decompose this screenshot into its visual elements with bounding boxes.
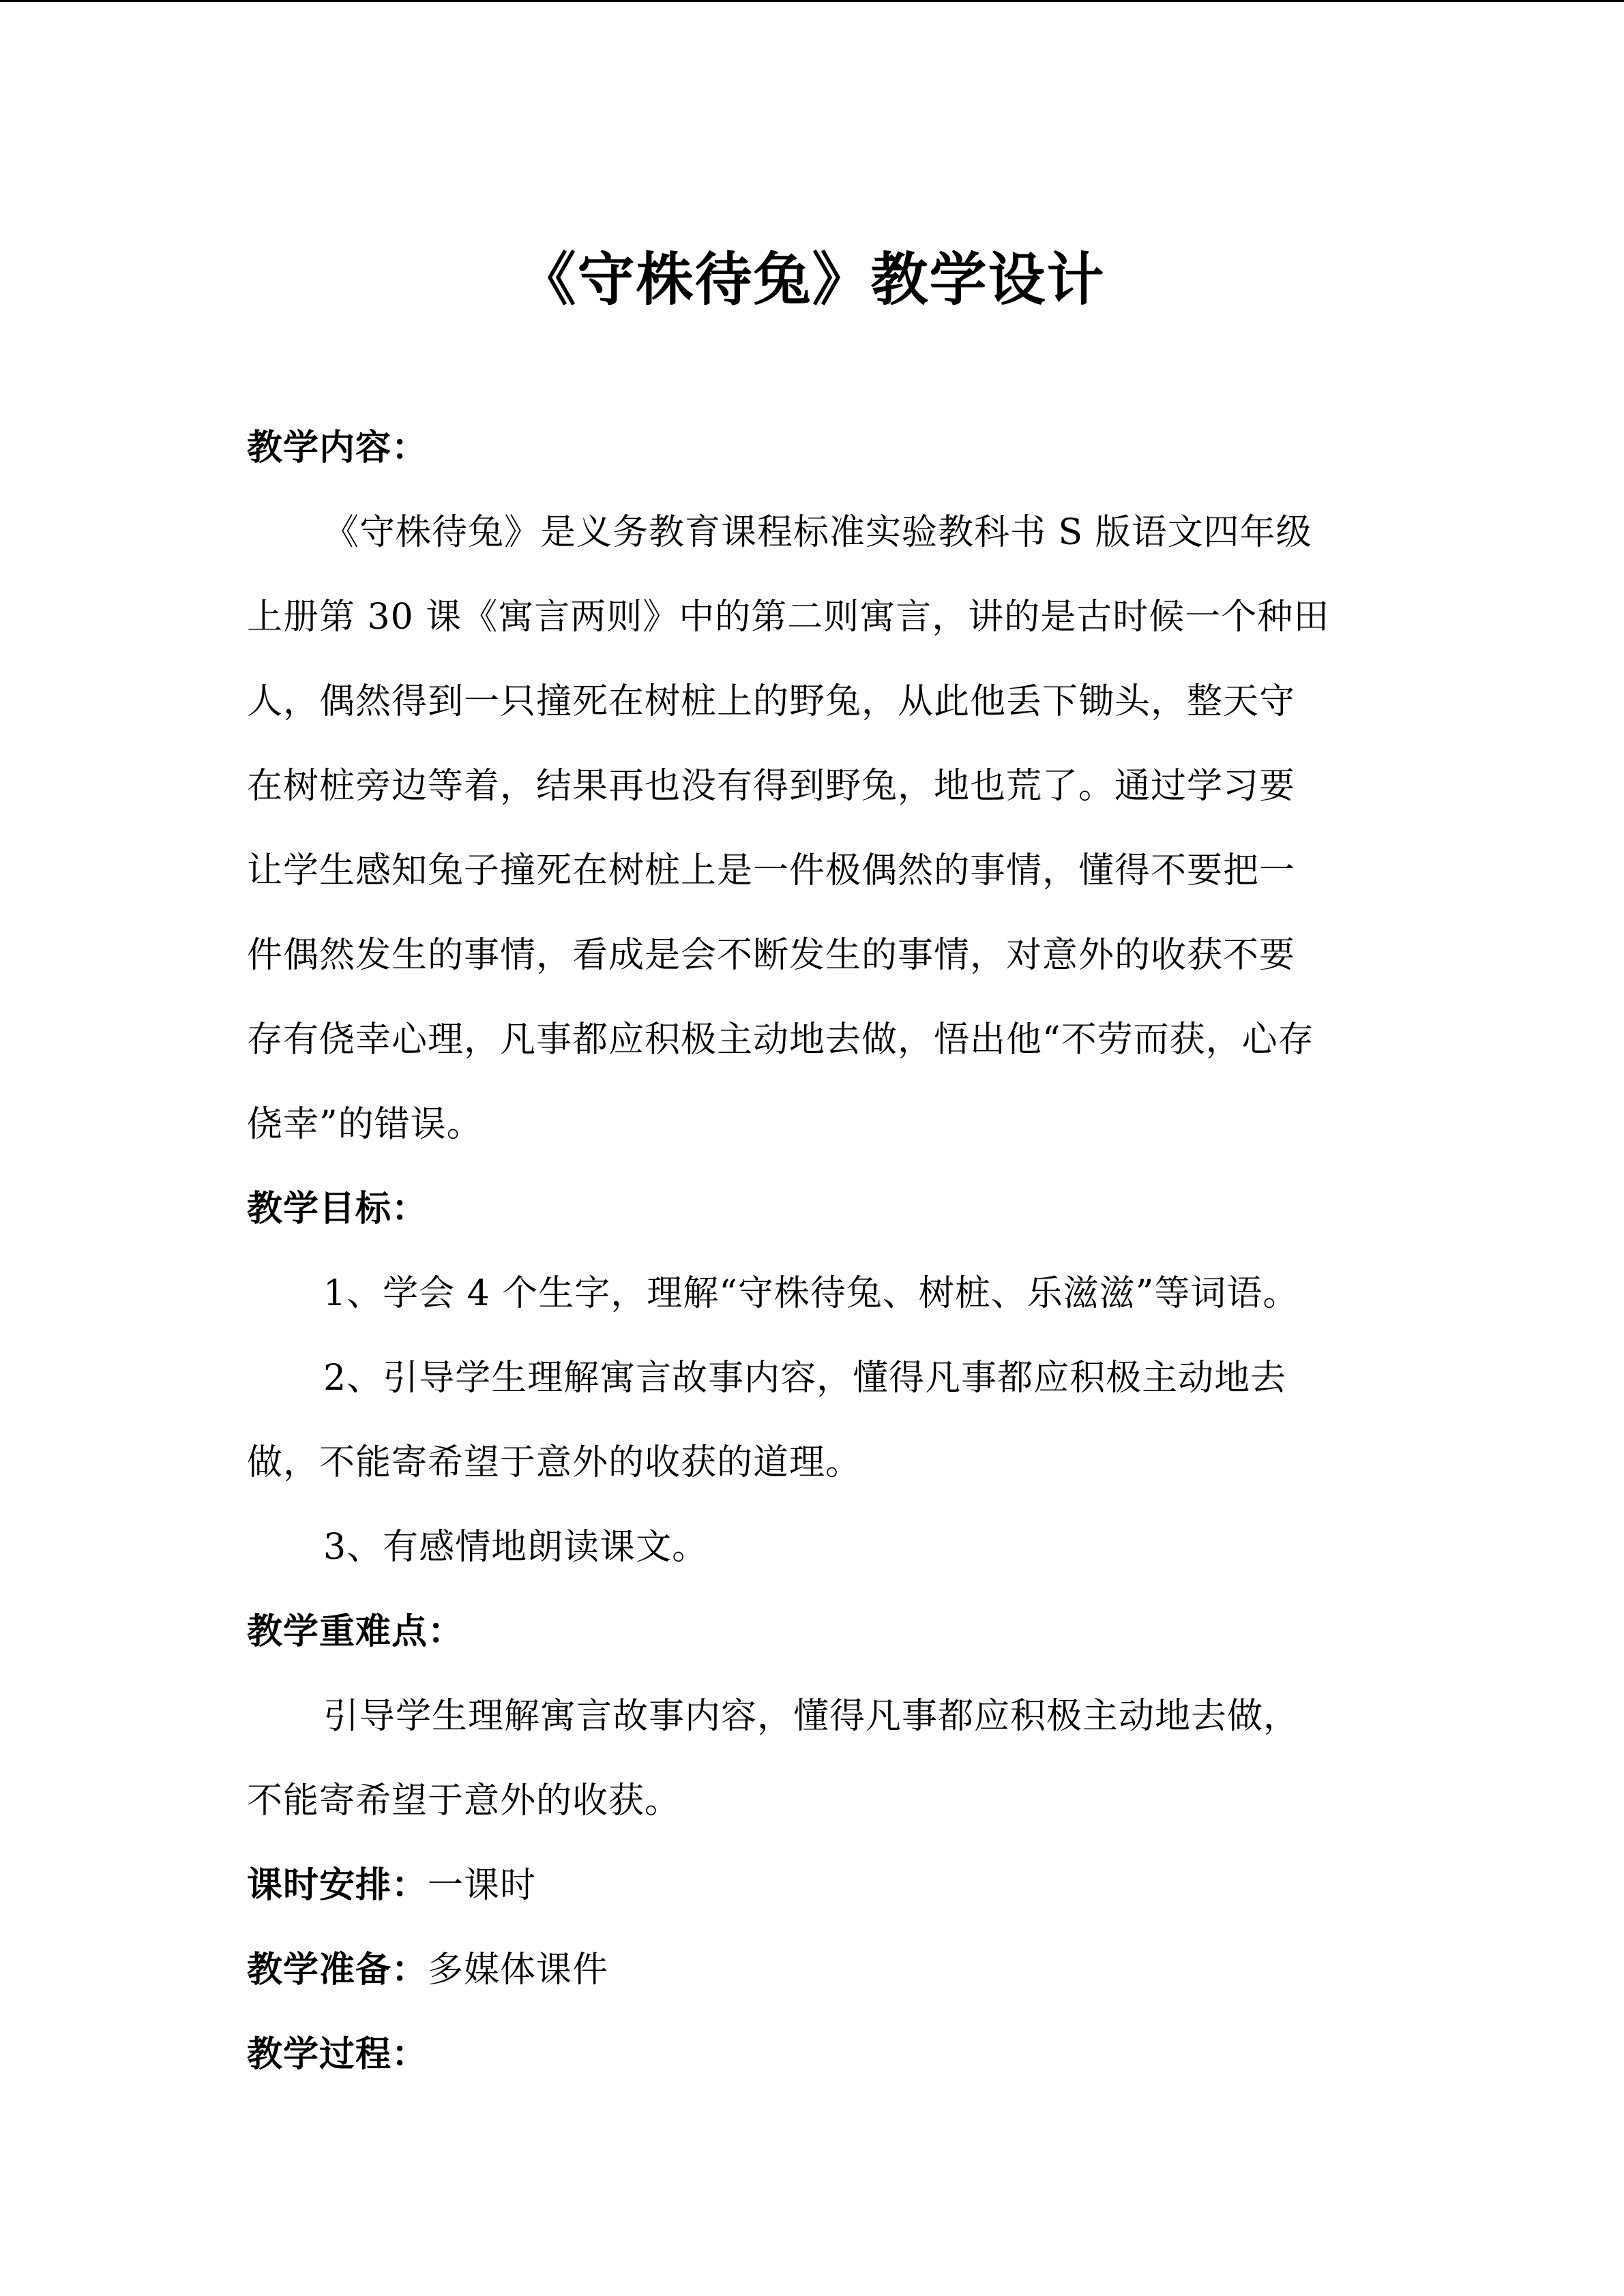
- preparation-label: 教学准备：: [247, 1949, 428, 1991]
- content-heading: 教学内容：: [247, 427, 428, 468]
- content-paragraph-line: 《守株待兔》是义务教育课程标准实验教科书 S 版语文四年级: [323, 512, 1312, 553]
- schedule-label: 课时安排：: [247, 1864, 428, 1906]
- goal-item-2-line-2: 做，不能寄希望于意外的收获的道理。: [247, 1442, 862, 1483]
- goal-item-2-line-1: 2、引导学生理解寓言故事内容，懂得凡事都应积极主动地去: [323, 1358, 1287, 1399]
- content-paragraph-line: 在树桩旁边等着，结果再也没有得到野兔，地也荒了。通过学习要: [247, 766, 1296, 807]
- schedule-value: 一课时: [428, 1865, 537, 1906]
- process-heading: 教学过程：: [247, 2033, 428, 2075]
- key-points-heading: 教学重难点：: [247, 1611, 464, 1652]
- document-body: [247, 406, 1379, 2097]
- content-paragraph-line: 存有侥幸心理，凡事都应积极主动地去做，悟出他“不劳而获，心存: [247, 1019, 1314, 1060]
- key-points-line-1: 引导学生理解寓言故事内容，懂得凡事都应积极主动地去做，: [323, 1696, 1300, 1737]
- goal-item-1: 1、学会 4 个生字，理解“守株待兔、树桩、乐滋滋”等词语。: [323, 1273, 1299, 1314]
- content-paragraph-line: 上册第 30 课《寓言两则》中的第二则寓言，讲的是古时候一个种田: [247, 597, 1330, 638]
- top-border-line: [0, 0, 1624, 2]
- preparation-row: [247, 1928, 1379, 2012]
- schedule-row: [247, 1843, 1379, 1928]
- key-points-line-2: 不能寄希望于意外的收获。: [247, 1780, 681, 1821]
- content-paragraph-line: 侥幸”的错误。: [247, 1104, 483, 1145]
- goal-item-3: 3、有感情地朗读课文。: [323, 1527, 709, 1568]
- content-paragraph-line: 让学生感知兔子撞死在树桩上是一件极偶然的事情，懂得不要把一: [247, 850, 1296, 891]
- content-paragraph-line: 件偶然发生的事情，看成是会不断发生的事情，对意外的收获不要: [247, 935, 1296, 976]
- goals-heading: 教学目标：: [247, 1188, 428, 1229]
- document-title: 《守株待兔》教学设计: [518, 245, 1106, 313]
- content-paragraph-line: 人，偶然得到一只撞死在树桩上的野兔，从此他丢下锄头，整天守: [247, 681, 1296, 722]
- preparation-value: 多媒体课件: [428, 1950, 609, 1991]
